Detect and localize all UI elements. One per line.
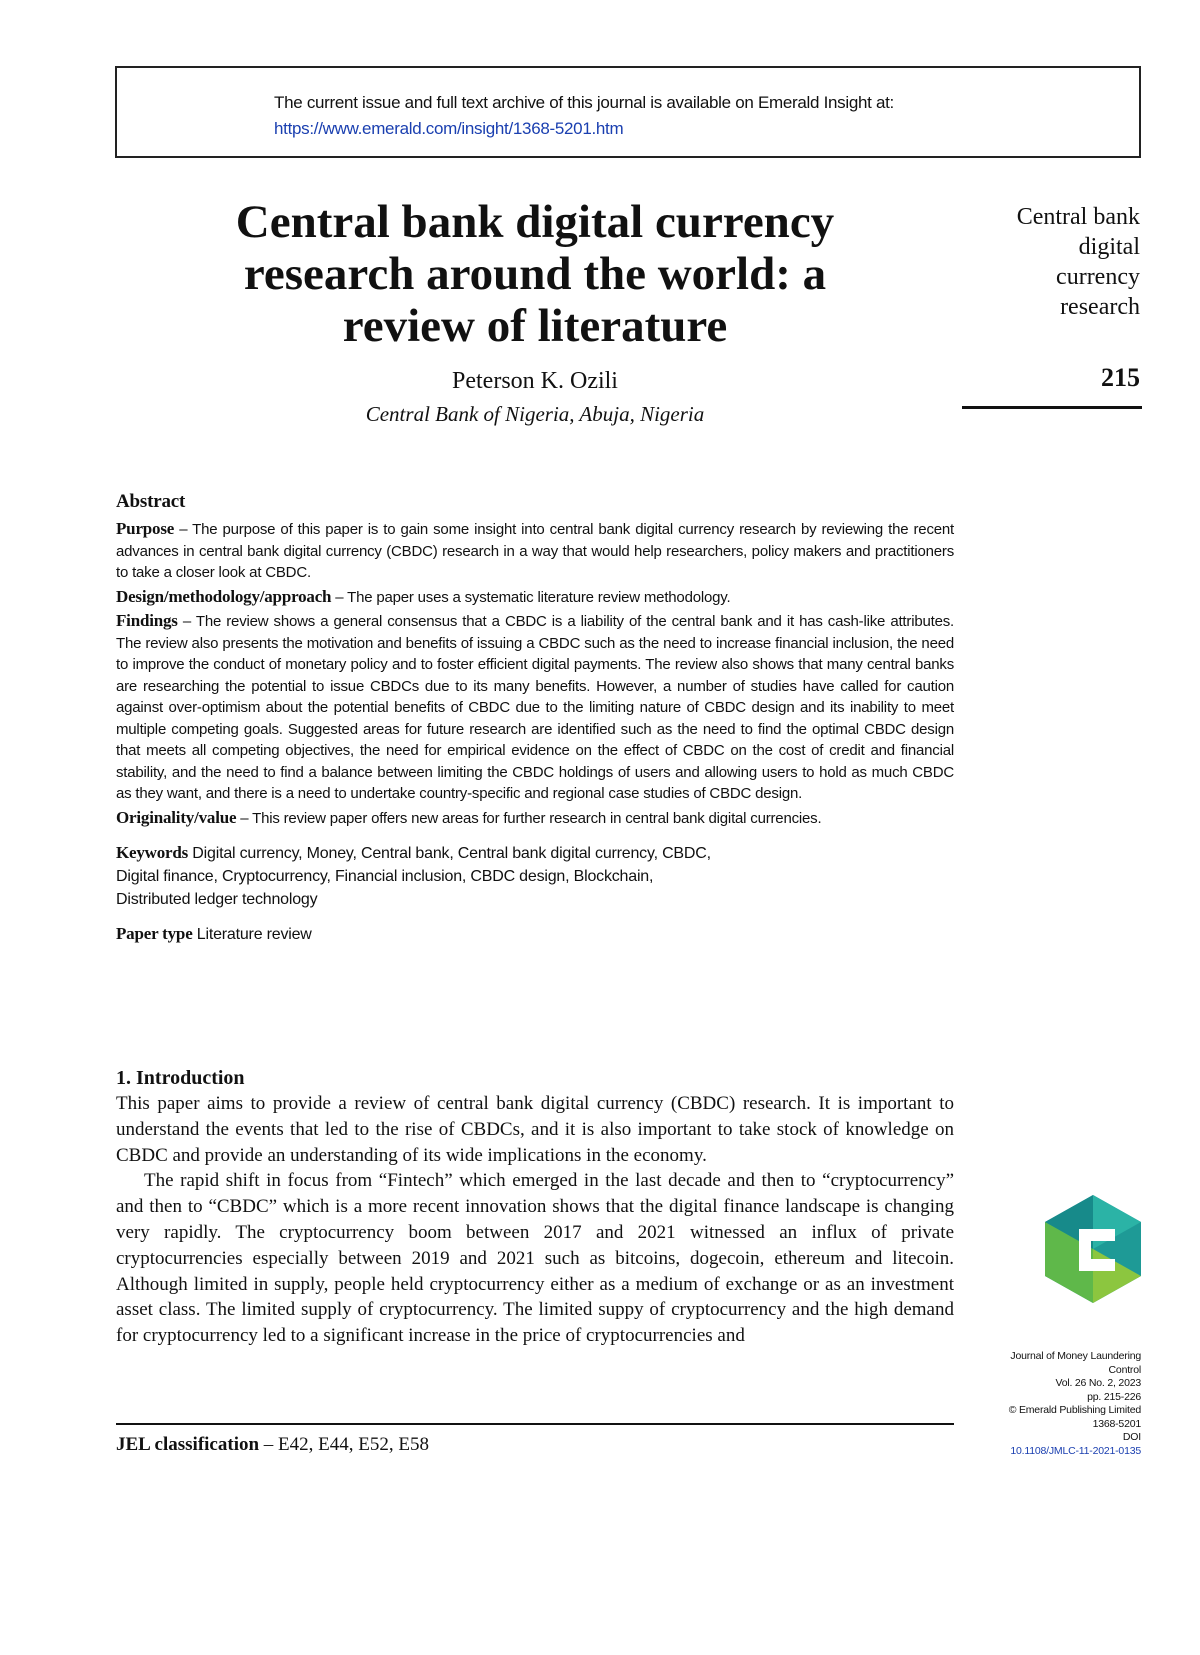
archive-notice-text: The current issue and full text archive of this journal is available on Emerald Insight at:: [274, 93, 894, 112]
running-head: [960, 202, 1140, 322]
keywords-text-2: Digital finance, Cryptocurrency, Financial inclusion, CBDC design, Blockchain,: [116, 868, 654, 885]
archive-notice: [274, 90, 894, 142]
journal-doi: [960, 1431, 1141, 1458]
paper-type-text: Literature review: [192, 926, 312, 943]
abstract-section: [116, 490, 954, 946]
keywords-line-1: [116, 841, 954, 865]
journal-issn: 1368-5201: [1092, 1417, 1141, 1430]
findings-text: – The review shows a general consensus that a CBDC is a liability of the central bank and it has cash-like attributes. The review also presents the motivation and benefits of issuing a CBDC such as the need to increase financial inclusion, the need to improve the conduct of monetary policy and to foster efficient digital payments. The review also shows that many central banks are researching the potential to issue CBDCs due to its many benefits. However, a number of studies have called for caution against over-optimism about the potential benefits of CBDC due to the limiting nature of CBDC design and its inability to meet multiple competing goals. Suggested areas for future research are identified such as the need to find the optimal CBDC design that meets all competing objectives, the need for empirical evidence on the effect of CBDC on the cost of credit and financial stability, and the need to find a balance between limiting the CBDC holdings of users and allowing users to hold as much CBDC as they want, and there is a need to undertake country-specific and regional case studies of CBDC design.: [116, 613, 954, 802]
journal-pages: pp. 215-226: [1087, 1390, 1141, 1403]
jel-classification: [116, 1434, 429, 1456]
running-head-line-1: Central bank: [1016, 204, 1140, 230]
abstract-design: [116, 586, 954, 609]
originality-text: – This review paper offers new areas for further research in central bank digital currencies.: [236, 809, 822, 827]
abstract-originality: [116, 807, 954, 830]
page-number: 215: [1101, 363, 1140, 392]
findings-label: Findings: [116, 611, 178, 630]
paper-type-label: Paper type: [116, 924, 193, 943]
title-line-3: review of literature: [342, 300, 728, 352]
journal-volume: Vol. 26 No. 2, 2023: [1055, 1377, 1141, 1389]
paper-type: [116, 923, 954, 946]
journal-name-2: Control: [1108, 1363, 1141, 1376]
journal-info: [960, 1350, 1141, 1458]
running-head-line-2: digital: [1078, 234, 1140, 260]
article-title: [125, 196, 945, 352]
footer-divider: [116, 1423, 954, 1425]
author-affiliation: Central Bank of Nigeria, Abuja, Nigeria: [365, 402, 705, 426]
journal-copyright: © Emerald Publishing Limited: [1008, 1404, 1141, 1416]
running-head-divider: [962, 406, 1142, 409]
abstract-heading: Abstract: [116, 491, 186, 512]
abstract-findings: [116, 610, 954, 805]
introduction-section: [116, 1065, 954, 1349]
design-label: Design/methodology/approach: [116, 586, 332, 606]
keywords-text-3: Distributed ledger technology: [116, 891, 318, 908]
archive-notice-box: [115, 66, 1141, 158]
running-head-line-4: research: [1060, 294, 1140, 320]
keywords: [116, 841, 954, 911]
purpose-label: Purpose: [116, 519, 175, 538]
title-line-2: research around the world: a: [243, 248, 827, 300]
archive-link[interactable]: https://www.emerald.com/insight/1368-5201.htm: [274, 119, 624, 138]
title-line-1: Central bank digital currency: [235, 196, 835, 248]
doi-label: DOI: [1122, 1431, 1141, 1443]
design-text: – The paper uses a systematic literature review methodology.: [331, 588, 731, 606]
originality-label: Originality/value: [116, 807, 237, 827]
purpose-text: – The purpose of this paper is to gain some insight into central bank digital currency research by reviewing the recent advances in central bank digital currency (CBDC) research in a way that would help researchers, policy makers and practitioners to take a closer look at CBDC.: [116, 521, 954, 581]
author-name: Peterson K. Ozili: [452, 368, 618, 394]
keywords-label: Keywords: [116, 843, 189, 862]
emerald-logo-icon: [1045, 1195, 1141, 1303]
journal-name: Journal of Money Laundering: [1010, 1350, 1141, 1362]
abstract-purpose: [116, 518, 954, 584]
introduction-heading: 1. Introduction: [116, 1067, 245, 1089]
introduction-paragraph-1: This paper aims to provide a review of central bank digital currency (CBDC) research. It is important to understand the events that led to the rise of CBDCs, and it is also important to take stock of knowledge on CBDC and provide an understanding of its wide implications in the economy.: [116, 1093, 954, 1166]
jel-label: JEL classification: [116, 1434, 260, 1455]
running-head-line-3: currency: [1056, 264, 1140, 290]
jel-text: – E42, E44, E52, E58: [259, 1434, 429, 1455]
keywords-text-1: Digital currency, Money, Central bank, Central bank digital currency, CBDC,: [188, 845, 711, 862]
doi-link[interactable]: 10.1108/JMLC-11-2021-0135: [1010, 1444, 1141, 1457]
introduction-paragraph-2: The rapid shift in focus from “Fintech” which emerged in the last decade and then to “cryptocurrency” and then to “CBDC” which is a more recent innovation shows that the digital finance landscape is changing very rapidly. The cryptocurrency boom between 2017 and 2021 witnessed an influx of private cryptocurrencies especially between 2019 and 2021 such as bitcoins, dogecoin, ethereum and litecoin. Although limited in supply, people held cryptocurrency either as a medium of exchange or as an investment asset class. The limited supply of cryptocurrency. The limited suppy of cryptocurrency and the high demand for cryptocurrency led to a significant increase in the price of cryptocurrencies and: [116, 1170, 954, 1347]
